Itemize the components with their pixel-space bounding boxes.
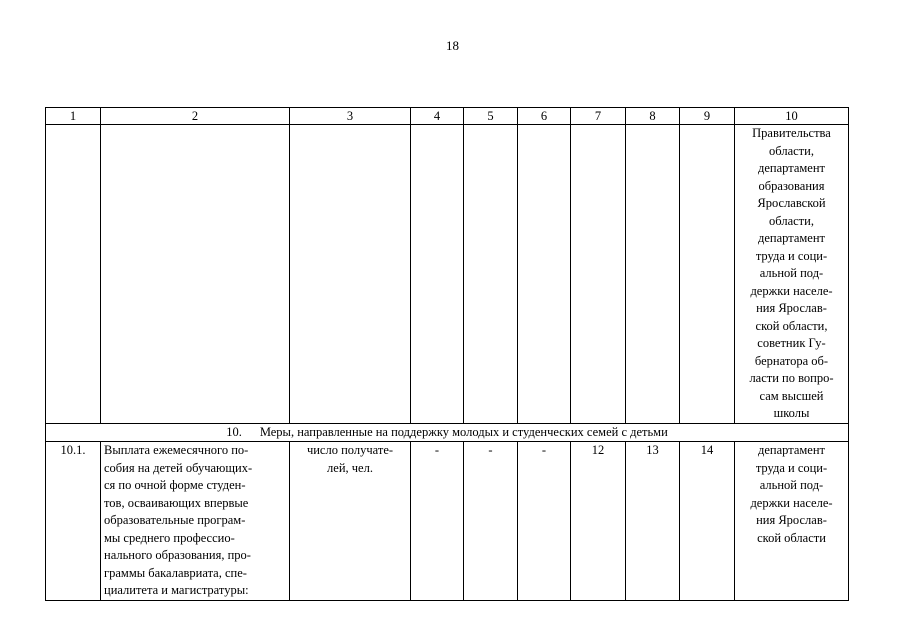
page-number: 18 — [446, 38, 459, 53]
executor-line: держки населе- — [750, 283, 833, 298]
column-number: 3 — [290, 108, 411, 125]
section-heading — [46, 423, 849, 442]
column-number: 10 — [735, 108, 849, 125]
executor-line: держки населе- — [750, 495, 833, 510]
continuation-row — [46, 125, 849, 424]
executor-line: бернатора об- — [754, 353, 829, 368]
column-number: 2 — [101, 108, 290, 125]
executor-line: ласти по вопро- — [749, 371, 834, 385]
section-number: 10. — [226, 424, 242, 439]
description-line: нального образования, про- — [104, 548, 251, 562]
description-line: циалитета и магистратуры: — [104, 583, 249, 597]
empty-cell — [101, 125, 290, 424]
empty-cell — [411, 125, 464, 424]
executor-line: ния Ярослав- — [756, 513, 827, 527]
executor-line: труда и соци- — [755, 460, 828, 475]
column-number: 1 — [46, 108, 101, 125]
executor-line: ния Ярослав- — [756, 301, 827, 315]
executor-cell — [735, 442, 849, 601]
description-line: ся по очной форме студен- — [104, 478, 246, 492]
value-cell-col8: 13 — [626, 442, 680, 601]
executor-line: альной под- — [759, 478, 824, 492]
executor-line: ской области — [757, 530, 826, 545]
executor-cell — [735, 125, 849, 424]
executor-line: области, — [769, 213, 814, 228]
empty-cell — [626, 125, 680, 424]
empty-cell — [518, 125, 571, 424]
row-number: 10.1. — [46, 442, 101, 601]
table-row — [46, 442, 849, 601]
executor-line: ской области, — [755, 318, 828, 333]
empty-cell — [571, 125, 626, 424]
executor-line: области, — [769, 143, 814, 158]
description-line: граммы бакалавриата, спе- — [104, 565, 247, 580]
executor-line: департамент — [757, 231, 825, 245]
executor-line: советник Гу- — [757, 336, 826, 350]
description-line: собия на детей обучающих- — [104, 460, 253, 475]
executor-line: альной под- — [759, 266, 824, 280]
indicator-line: число получате- — [306, 443, 394, 457]
empty-cell — [46, 125, 101, 424]
measure-description — [101, 442, 290, 601]
column-number: 6 — [518, 108, 571, 125]
column-number-row — [46, 108, 849, 125]
empty-cell — [680, 125, 735, 424]
section-title: Меры, направленные на поддержку молодых и студенческих семей с детьми — [259, 424, 668, 439]
value-cell-col4: - — [411, 442, 464, 601]
indicator-line: лей, чел. — [327, 460, 373, 475]
executor-line: школы — [773, 406, 810, 420]
description-line: тов, осваивающих впервые — [104, 495, 249, 510]
value-cell-col7: 12 — [571, 442, 626, 601]
value-cell-col6: - — [518, 442, 571, 601]
value-cell-col9: 14 — [680, 442, 735, 601]
executor-line: Правительства — [752, 126, 831, 140]
column-number: 8 — [626, 108, 680, 125]
executor-line: департамент — [757, 443, 825, 457]
indicator-cell — [290, 442, 411, 601]
executor-line: сам высшей — [759, 388, 824, 403]
column-number: 4 — [411, 108, 464, 125]
description-line: мы среднего профессио- — [104, 530, 235, 545]
value-cell-col5: - — [464, 442, 518, 601]
empty-cell — [290, 125, 411, 424]
executor-line: образования — [758, 178, 825, 193]
description-line: образовательные програм- — [104, 513, 246, 527]
executor-line: труда и соци- — [755, 248, 828, 263]
executor-line: Ярославской — [757, 196, 826, 210]
empty-cell — [464, 125, 518, 424]
column-number: 9 — [680, 108, 735, 125]
section-heading-row — [46, 423, 849, 442]
column-number: 5 — [464, 108, 518, 125]
description-line: Выплата ежемесячного по- — [104, 443, 249, 457]
executor-line: департамент — [757, 161, 825, 175]
column-number: 7 — [571, 108, 626, 125]
measures-table — [45, 107, 849, 601]
